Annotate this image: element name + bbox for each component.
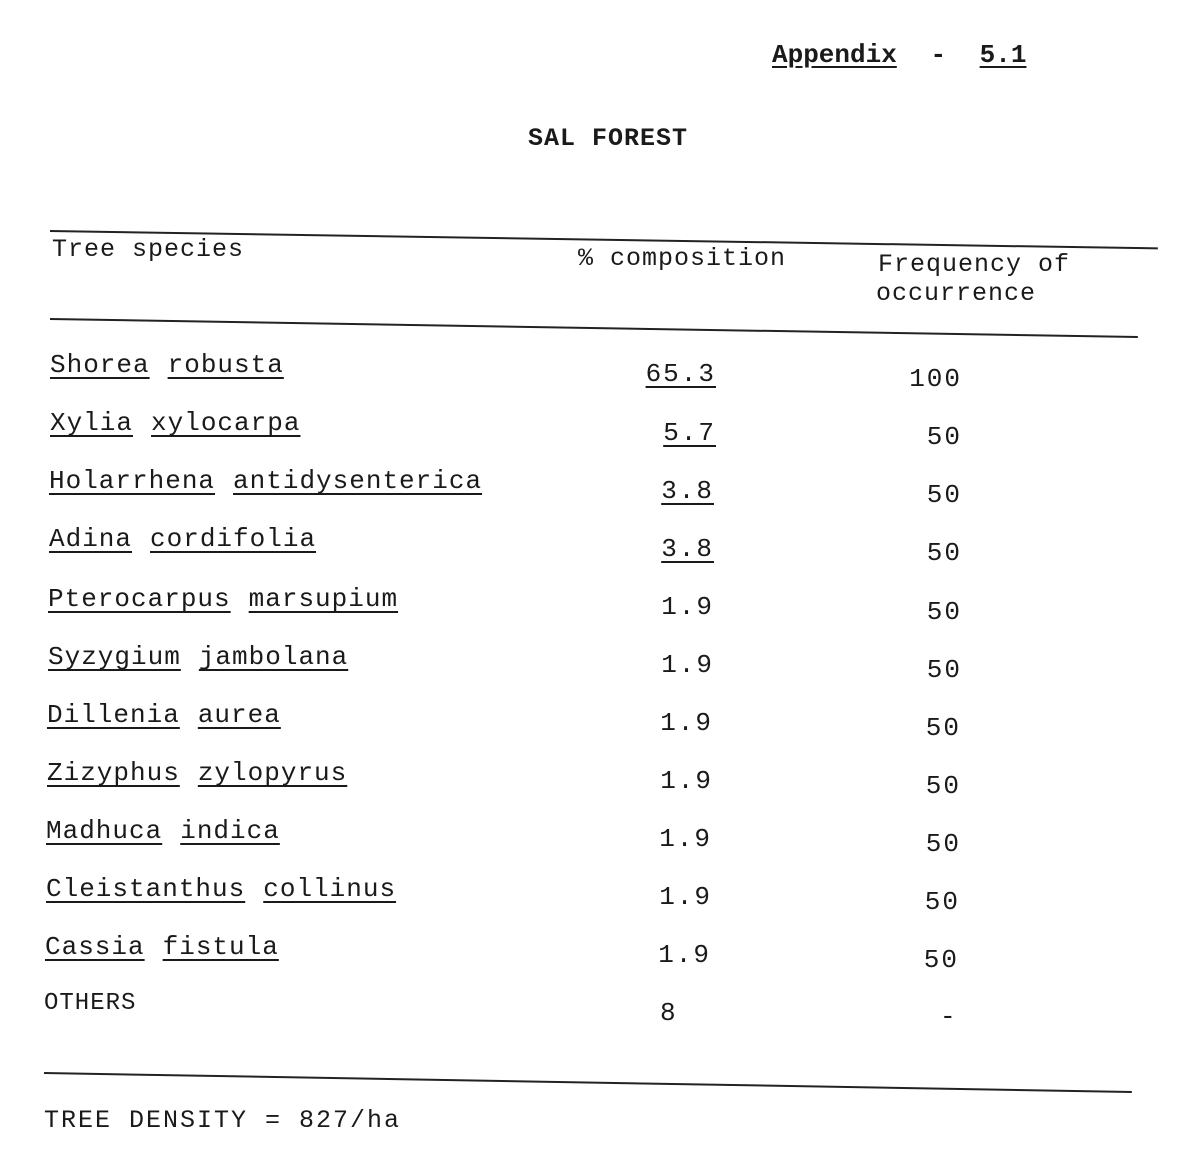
- appendix-heading: [772, 40, 1026, 70]
- composition-value: 3.8: [661, 476, 714, 506]
- table-row-species: [50, 408, 300, 438]
- species-epithet: robusta: [167, 350, 284, 380]
- composition-value: 5.7: [663, 418, 716, 448]
- species-epithet: fistula: [162, 932, 279, 962]
- table-row-species: [50, 350, 284, 380]
- bottom-rule: [44, 1072, 1132, 1093]
- species-genus: Cleistanthus: [46, 874, 246, 904]
- table-row-species: [47, 700, 281, 730]
- header-frequency-line2: occurrence: [876, 279, 1037, 308]
- table-row-species: [47, 758, 347, 788]
- frequency-value: 50: [924, 887, 960, 917]
- table-row-species: [48, 584, 398, 614]
- frequency-value: 100: [909, 364, 962, 394]
- composition-value: 1.9: [660, 766, 713, 796]
- species-genus: Pterocarpus: [48, 584, 231, 614]
- species-genus: Zizyphus: [47, 758, 180, 788]
- species-epithet: xylocarpa: [151, 408, 301, 438]
- appendix-separator: -: [930, 40, 947, 70]
- species-epithet: jambolana: [198, 642, 349, 672]
- frequency-value: 50: [926, 480, 962, 510]
- species-genus: Madhuca: [46, 816, 163, 846]
- species-genus: Adina: [49, 524, 133, 554]
- table-row-species: [49, 466, 482, 496]
- header-species: Tree species: [52, 235, 245, 264]
- header-frequency-line1: Frequency of: [878, 250, 1071, 279]
- others-label: OTHERS: [44, 990, 137, 1017]
- frequency-value: 50: [926, 597, 962, 627]
- composition-value: 1.9: [658, 940, 711, 970]
- species-genus: Shorea: [50, 350, 150, 380]
- table-row-species: [45, 932, 279, 962]
- composition-value: 1.9: [659, 824, 712, 854]
- frequency-value: 50: [926, 655, 962, 685]
- table-row-species: [46, 874, 396, 904]
- composition-value: 1.9: [660, 708, 713, 738]
- table-row-species: [48, 642, 348, 672]
- composition-value: 1.9: [661, 592, 714, 622]
- frequency-value: 50: [925, 771, 961, 801]
- species-epithet: cordifolia: [150, 524, 317, 554]
- appendix-label: Appendix: [772, 40, 897, 70]
- species-genus: Xylia: [50, 408, 134, 438]
- others-composition: 8: [660, 998, 676, 1028]
- species-genus: Cassia: [45, 932, 145, 962]
- frequency-value: 50: [926, 422, 962, 452]
- frequency-value: 50: [923, 945, 959, 975]
- table-row-species: [46, 816, 280, 846]
- species-genus: Syzygium: [48, 642, 181, 672]
- species-epithet: antidysenterica: [233, 466, 483, 496]
- species-epithet: indica: [180, 816, 280, 846]
- composition-value: 65.3: [645, 359, 716, 389]
- header-composition: % composition: [578, 244, 787, 273]
- frequency-value: 50: [926, 538, 962, 568]
- composition-value: 1.9: [661, 650, 714, 680]
- species-epithet: zylopyrus: [197, 758, 348, 788]
- table-row-species: [49, 524, 316, 554]
- composition-value: 3.8: [661, 534, 714, 564]
- species-genus: Holarrhena: [49, 466, 216, 496]
- header-rule: [50, 318, 1138, 338]
- species-epithet: marsupium: [248, 584, 399, 614]
- species-genus: Dillenia: [47, 700, 180, 730]
- species-epithet: collinus: [263, 874, 397, 904]
- appendix-number: 5.1: [979, 40, 1027, 70]
- frequency-value: 50: [925, 829, 961, 859]
- tree-density: TREE DENSITY = 827/ha: [44, 1106, 402, 1135]
- frequency-value: 50: [925, 713, 961, 743]
- composition-value: 1.9: [659, 882, 712, 912]
- species-epithet: aurea: [197, 700, 281, 730]
- page-title: SAL FOREST: [528, 124, 689, 153]
- others-frequency: -: [940, 1002, 956, 1032]
